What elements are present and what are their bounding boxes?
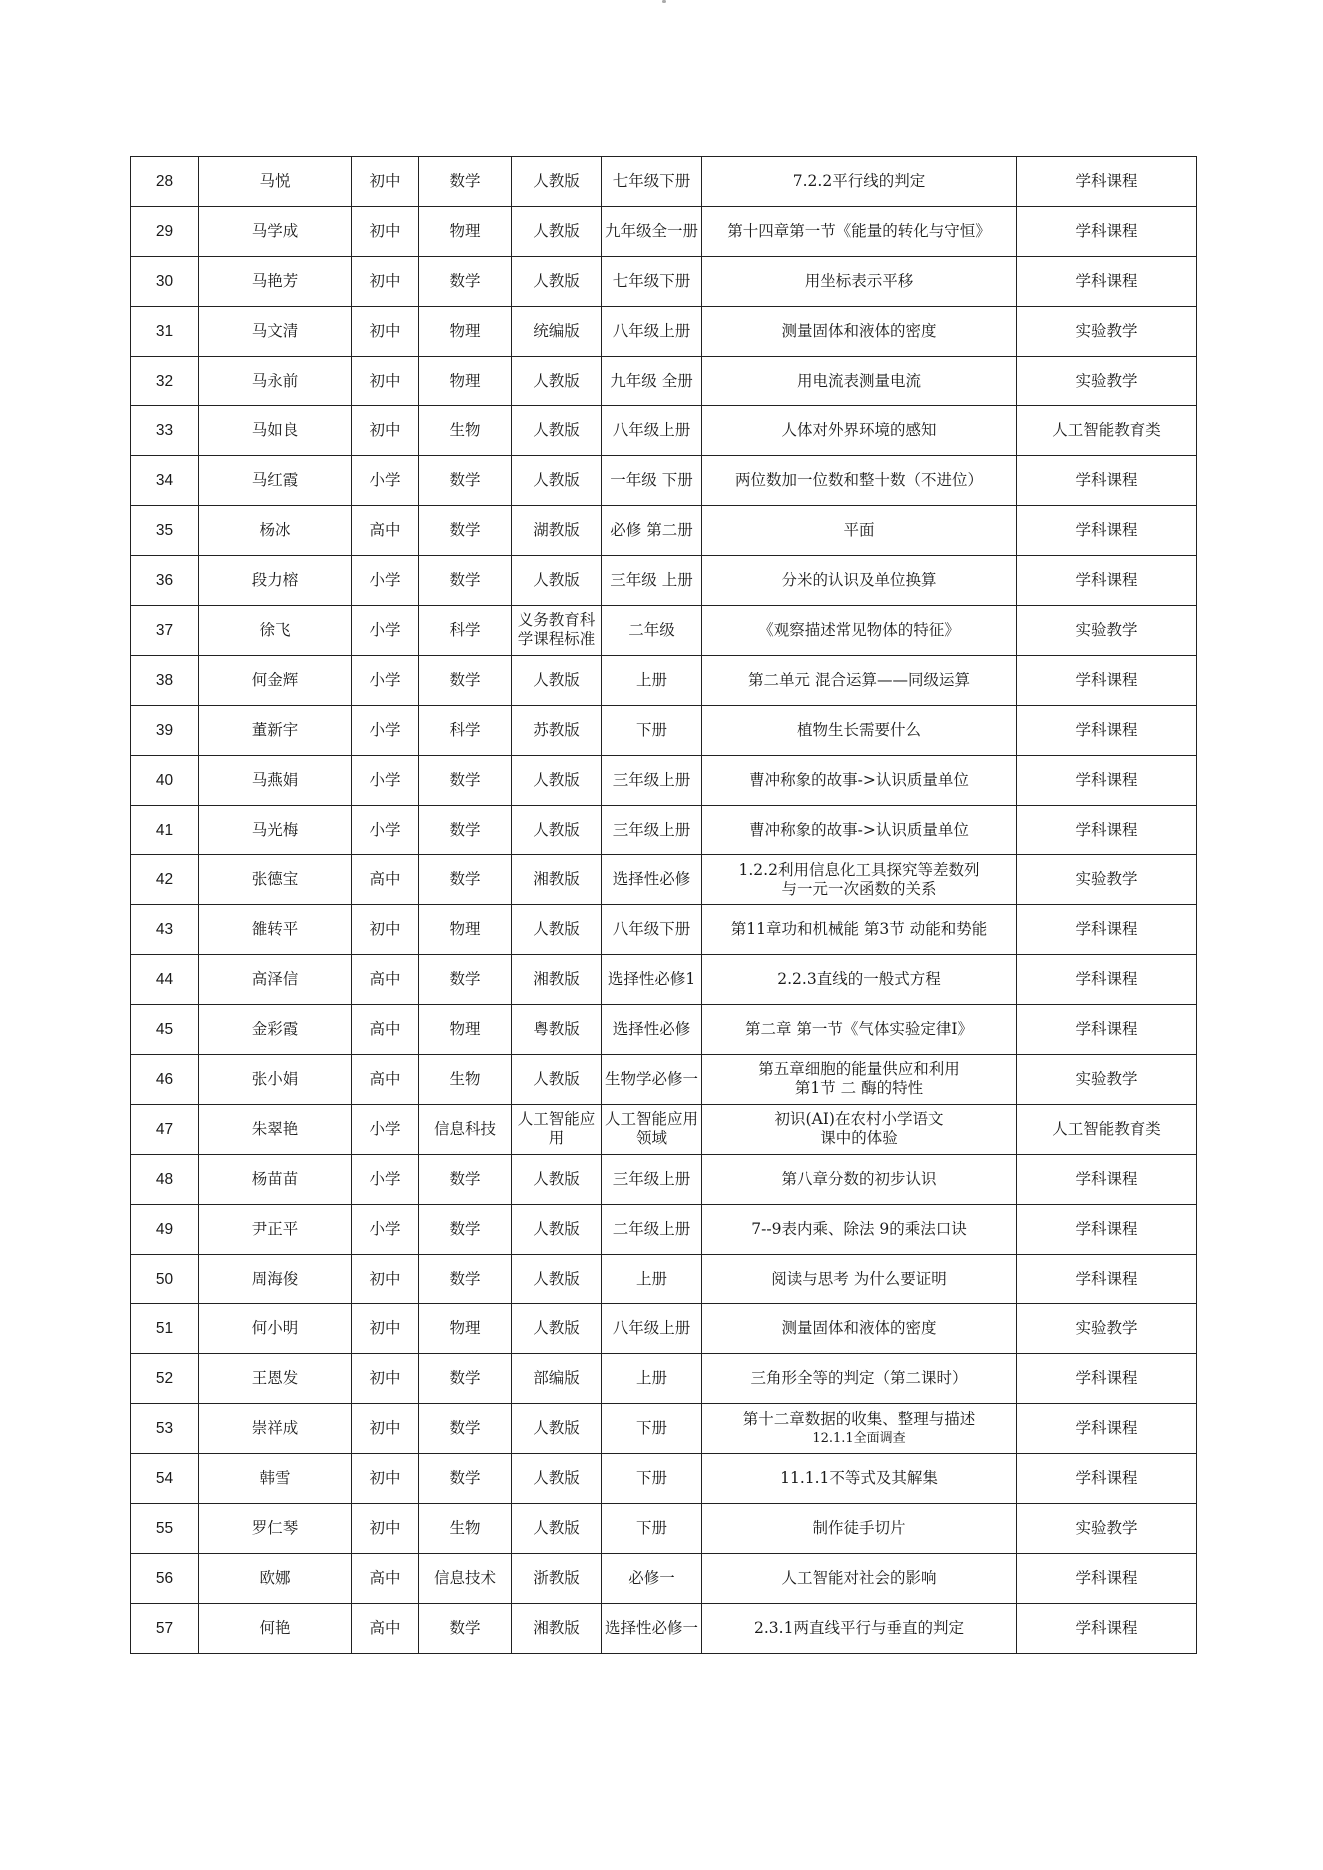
row-number-cell: 28 (131, 157, 199, 207)
textbook-edition-cell: 统编版 (512, 306, 602, 356)
lesson-topic-cell: 测量固体和液体的密度 (702, 1304, 1017, 1354)
textbook-edition-cell: 人教版 (512, 206, 602, 256)
textbook-edition-cell: 人教版 (512, 256, 602, 306)
school-level-cell: 小学 (352, 805, 419, 855)
row-number-cell: 41 (131, 805, 199, 855)
teacher-name-cell: 金彩霞 (199, 1005, 352, 1055)
subject-cell: 物理 (419, 306, 512, 356)
row-number-cell: 30 (131, 256, 199, 306)
lesson-topic-cell: 第八章分数的初步认识 (702, 1154, 1017, 1204)
table-row (131, 1504, 1197, 1554)
lesson-topic-cell: 2.2.3直线的一般式方程 (702, 955, 1017, 1005)
course-category-cell: 实验教学 (1017, 1055, 1197, 1105)
subject-cell: 数学 (419, 655, 512, 705)
course-category-cell: 学科课程 (1017, 1154, 1197, 1204)
table-row (131, 1005, 1197, 1055)
subject-cell: 物理 (419, 356, 512, 406)
subject-cell: 物理 (419, 206, 512, 256)
course-category-cell: 学科课程 (1017, 805, 1197, 855)
lesson-topic-cell: 《观察描述常见物体的特征》 (702, 606, 1017, 656)
course-category-cell: 人工智能教育类 (1017, 1104, 1197, 1154)
row-number-cell: 51 (131, 1304, 199, 1354)
subject-cell: 数学 (419, 1204, 512, 1254)
table-row (131, 855, 1197, 905)
table-row (131, 606, 1197, 656)
lesson-topic-line: 与一元一次函数的关系 (781, 879, 937, 898)
subject-cell: 科学 (419, 606, 512, 656)
school-level-cell: 小学 (352, 755, 419, 805)
scan-speck (662, 0, 666, 3)
teacher-name-cell: 马红霞 (199, 456, 352, 506)
lesson-topic-cell (702, 1404, 1017, 1454)
course-category-cell: 学科课程 (1017, 1404, 1197, 1454)
course-category-cell: 学科课程 (1017, 1454, 1197, 1504)
teacher-name-cell: 何小明 (199, 1304, 352, 1354)
row-number-cell: 38 (131, 655, 199, 705)
course-category-cell: 学科课程 (1017, 1354, 1197, 1404)
teacher-name-cell: 马学成 (199, 206, 352, 256)
lesson-topic-cell: 平面 (702, 506, 1017, 556)
teacher-name-cell: 徐飞 (199, 606, 352, 656)
row-number-cell: 46 (131, 1055, 199, 1105)
textbook-volume-cell: 选择性必修一 (602, 1603, 702, 1653)
subject-cell: 信息技术 (419, 1553, 512, 1603)
textbook-volume-cell: 人工智能应用领域 (602, 1104, 702, 1154)
teacher-name-cell: 张小娟 (199, 1055, 352, 1105)
textbook-volume-cell: 必修一 (602, 1553, 702, 1603)
textbook-volume-cell: 七年级下册 (602, 256, 702, 306)
table-row (131, 356, 1197, 406)
textbook-volume-cell: 一年级 下册 (602, 456, 702, 506)
teacher-name-cell: 马光梅 (199, 805, 352, 855)
textbook-volume-cell: 下册 (602, 1404, 702, 1454)
subject-cell: 数学 (419, 955, 512, 1005)
textbook-edition-cell: 人教版 (512, 905, 602, 955)
teacher-name-cell: 张德宝 (199, 855, 352, 905)
row-number-cell: 56 (131, 1553, 199, 1603)
school-level-cell: 初中 (352, 1504, 419, 1554)
textbook-volume-cell: 三年级上册 (602, 1154, 702, 1204)
textbook-edition-cell: 人教版 (512, 1055, 602, 1105)
school-level-cell: 初中 (352, 1404, 419, 1454)
row-number-cell: 32 (131, 356, 199, 406)
lesson-topic-cell: 7--9表内乘、除法 9的乘法口诀 (702, 1204, 1017, 1254)
teacher-name-cell: 董新宇 (199, 705, 352, 755)
table-row (131, 556, 1197, 606)
teacher-name-cell: 高泽信 (199, 955, 352, 1005)
textbook-edition-cell: 湖教版 (512, 506, 602, 556)
school-level-cell: 初中 (352, 1354, 419, 1404)
row-number-cell: 37 (131, 606, 199, 656)
subject-cell: 物理 (419, 905, 512, 955)
textbook-volume-cell: 八年级下册 (602, 905, 702, 955)
table-row (131, 1204, 1197, 1254)
subject-cell: 数学 (419, 1603, 512, 1653)
school-level-cell: 高中 (352, 506, 419, 556)
textbook-volume-cell: 下册 (602, 705, 702, 755)
school-level-cell: 初中 (352, 1304, 419, 1354)
table-row (131, 1603, 1197, 1653)
subject-cell: 信息科技 (419, 1104, 512, 1154)
subject-cell: 生物 (419, 406, 512, 456)
teacher-name-cell: 崇祥成 (199, 1404, 352, 1454)
subject-cell: 数学 (419, 256, 512, 306)
teacher-name-cell: 欧娜 (199, 1553, 352, 1603)
textbook-edition-cell: 人教版 (512, 406, 602, 456)
school-level-cell: 小学 (352, 705, 419, 755)
table-row (131, 506, 1197, 556)
row-number-cell: 39 (131, 705, 199, 755)
subject-cell: 数学 (419, 855, 512, 905)
table-row (131, 306, 1197, 356)
textbook-edition-cell: 义务教育科学课程标准 (512, 606, 602, 656)
table-row (131, 406, 1197, 456)
lesson-topic-cell: 两位数加一位数和整十数（不进位） (702, 456, 1017, 506)
lesson-topic-cell: 曹冲称象的故事->认识质量单位 (702, 755, 1017, 805)
textbook-volume-cell: 三年级 上册 (602, 556, 702, 606)
teacher-name-cell: 马永前 (199, 356, 352, 406)
textbook-edition-cell: 粤教版 (512, 1005, 602, 1055)
school-level-cell: 初中 (352, 206, 419, 256)
school-level-cell: 初中 (352, 905, 419, 955)
lesson-topic-cell: 用电流表测量电流 (702, 356, 1017, 406)
course-category-cell: 学科课程 (1017, 556, 1197, 606)
teacher-name-cell: 马如良 (199, 406, 352, 456)
subject-cell: 数学 (419, 1354, 512, 1404)
lesson-topic-line: 第十二章数据的收集、整理与描述 (742, 1409, 976, 1428)
lesson-topic-cell: 植物生长需要什么 (702, 705, 1017, 755)
subject-cell: 数学 (419, 456, 512, 506)
table-row (131, 1404, 1197, 1454)
textbook-edition-cell: 人工智能应用 (512, 1104, 602, 1154)
row-number-cell: 57 (131, 1603, 199, 1653)
lesson-topic-cell: 分米的认识及单位换算 (702, 556, 1017, 606)
row-number-cell: 47 (131, 1104, 199, 1154)
subject-cell: 生物 (419, 1055, 512, 1105)
school-level-cell: 小学 (352, 456, 419, 506)
school-level-cell: 高中 (352, 855, 419, 905)
lesson-topic-cell (702, 1104, 1017, 1154)
row-number-cell: 42 (131, 855, 199, 905)
teacher-name-cell: 罗仁琴 (199, 1504, 352, 1554)
textbook-edition-cell: 人教版 (512, 1254, 602, 1304)
textbook-edition-cell: 人教版 (512, 1304, 602, 1354)
row-number-cell: 43 (131, 905, 199, 955)
table-row (131, 1104, 1197, 1154)
lesson-topic-cell: 阅读与思考 为什么要证明 (702, 1254, 1017, 1304)
course-category-cell: 学科课程 (1017, 1254, 1197, 1304)
textbook-edition-cell: 人教版 (512, 655, 602, 705)
subject-cell: 物理 (419, 1304, 512, 1354)
textbook-volume-cell: 选择性必修1 (602, 955, 702, 1005)
table-row (131, 256, 1197, 306)
row-number-cell: 49 (131, 1204, 199, 1254)
textbook-edition-cell: 人教版 (512, 556, 602, 606)
textbook-edition-cell: 人教版 (512, 805, 602, 855)
textbook-volume-cell: 必修 第二册 (602, 506, 702, 556)
teacher-name-cell: 韩雪 (199, 1454, 352, 1504)
teacher-name-cell: 马燕娟 (199, 755, 352, 805)
school-level-cell: 初中 (352, 356, 419, 406)
roster-sheet (130, 156, 1196, 1654)
teacher-name-cell: 杨苗苗 (199, 1154, 352, 1204)
lesson-topic-cell: 第十四章第一节《能量的转化与守恒》 (702, 206, 1017, 256)
textbook-edition-cell: 人教版 (512, 755, 602, 805)
lesson-topic-cell: 第11章功和机械能 第3节 动能和势能 (702, 905, 1017, 955)
school-level-cell: 高中 (352, 955, 419, 1005)
textbook-edition-cell: 人教版 (512, 356, 602, 406)
textbook-volume-cell: 选择性必修 (602, 855, 702, 905)
school-level-cell: 初中 (352, 1454, 419, 1504)
lesson-topic-cell: 制作徒手切片 (702, 1504, 1017, 1554)
textbook-volume-cell: 七年级下册 (602, 157, 702, 207)
table-row (131, 1454, 1197, 1504)
textbook-edition-cell: 苏教版 (512, 705, 602, 755)
row-number-cell: 36 (131, 556, 199, 606)
textbook-volume-cell: 八年级上册 (602, 306, 702, 356)
table-row (131, 805, 1197, 855)
subject-cell: 数学 (419, 1454, 512, 1504)
table-row (131, 157, 1197, 207)
subject-cell: 物理 (419, 1005, 512, 1055)
subject-cell: 生物 (419, 1504, 512, 1554)
textbook-volume-cell: 下册 (602, 1454, 702, 1504)
row-number-cell: 54 (131, 1454, 199, 1504)
table-row (131, 1055, 1197, 1105)
school-level-cell: 高中 (352, 1603, 419, 1653)
row-number-cell: 29 (131, 206, 199, 256)
row-number-cell: 44 (131, 955, 199, 1005)
course-category-cell: 学科课程 (1017, 905, 1197, 955)
row-number-cell: 40 (131, 755, 199, 805)
subject-cell: 数学 (419, 556, 512, 606)
school-level-cell: 初中 (352, 306, 419, 356)
lesson-topic-cell: 用坐标表示平移 (702, 256, 1017, 306)
teacher-name-cell: 马文清 (199, 306, 352, 356)
subject-cell: 数学 (419, 157, 512, 207)
textbook-edition-cell: 人教版 (512, 1204, 602, 1254)
lesson-topic-cell: 曹冲称象的故事->认识质量单位 (702, 805, 1017, 855)
subject-cell: 数学 (419, 1254, 512, 1304)
lesson-topic-cell: 人工智能对社会的影响 (702, 1553, 1017, 1603)
course-category-cell: 学科课程 (1017, 655, 1197, 705)
teacher-name-cell: 杨冰 (199, 506, 352, 556)
school-level-cell: 小学 (352, 655, 419, 705)
school-level-cell: 高中 (352, 1005, 419, 1055)
lesson-topic-line: 1.2.2利用信息化工具探究等差数列 (738, 860, 980, 879)
teacher-name-cell: 何金辉 (199, 655, 352, 705)
textbook-edition-cell: 浙教版 (512, 1553, 602, 1603)
table-row (131, 1354, 1197, 1404)
school-level-cell: 初中 (352, 1254, 419, 1304)
textbook-edition-cell: 部编版 (512, 1354, 602, 1404)
row-number-cell: 50 (131, 1254, 199, 1304)
lesson-topic-cell: 第二单元 混合运算——同级运算 (702, 655, 1017, 705)
table-row (131, 955, 1197, 1005)
textbook-edition-cell: 人教版 (512, 456, 602, 506)
table-row (131, 755, 1197, 805)
course-category-cell: 学科课程 (1017, 755, 1197, 805)
course-category-cell: 学科课程 (1017, 256, 1197, 306)
school-level-cell: 初中 (352, 157, 419, 207)
row-number-cell: 33 (131, 406, 199, 456)
row-number-cell: 52 (131, 1354, 199, 1404)
course-category-cell: 学科课程 (1017, 1553, 1197, 1603)
textbook-edition-cell: 人教版 (512, 1154, 602, 1204)
course-category-cell: 实验教学 (1017, 306, 1197, 356)
table-row (131, 905, 1197, 955)
lesson-topic-cell (702, 1055, 1017, 1105)
lesson-topic-cell: 测量固体和液体的密度 (702, 306, 1017, 356)
row-number-cell: 35 (131, 506, 199, 556)
table-row (131, 206, 1197, 256)
table-row (131, 456, 1197, 506)
lesson-topic-cell: 7.2.2平行线的判定 (702, 157, 1017, 207)
row-number-cell: 45 (131, 1005, 199, 1055)
textbook-volume-cell: 下册 (602, 1504, 702, 1554)
course-category-cell: 实验教学 (1017, 855, 1197, 905)
school-level-cell: 高中 (352, 1055, 419, 1105)
row-number-cell: 31 (131, 306, 199, 356)
course-category-cell: 学科课程 (1017, 705, 1197, 755)
textbook-volume-cell: 上册 (602, 1254, 702, 1304)
subject-cell: 数学 (419, 506, 512, 556)
teacher-name-cell: 马悦 (199, 157, 352, 207)
teacher-name-cell: 马艳芳 (199, 256, 352, 306)
course-category-cell: 学科课程 (1017, 1005, 1197, 1055)
course-category-cell: 学科课程 (1017, 1204, 1197, 1254)
textbook-volume-cell: 二年级 (602, 606, 702, 656)
course-category-cell: 学科课程 (1017, 157, 1197, 207)
school-level-cell: 小学 (352, 1104, 419, 1154)
school-level-cell: 小学 (352, 556, 419, 606)
textbook-volume-cell: 二年级上册 (602, 1204, 702, 1254)
textbook-volume-cell: 生物学必修一 (602, 1055, 702, 1105)
teacher-name-cell: 尹正平 (199, 1204, 352, 1254)
textbook-edition-cell: 人教版 (512, 1454, 602, 1504)
table-row (131, 1254, 1197, 1304)
subject-cell: 数学 (419, 755, 512, 805)
textbook-edition-cell: 人教版 (512, 1404, 602, 1454)
course-category-cell: 实验教学 (1017, 1504, 1197, 1554)
teacher-name-cell: 何艳 (199, 1603, 352, 1653)
textbook-volume-cell: 九年级全一册 (602, 206, 702, 256)
textbook-volume-cell: 八年级上册 (602, 1304, 702, 1354)
table-row (131, 705, 1197, 755)
lesson-roster-table (130, 156, 1197, 1654)
lesson-topic-line: 课中的体验 (820, 1129, 898, 1148)
row-number-cell: 53 (131, 1404, 199, 1454)
textbook-edition-cell: 湘教版 (512, 955, 602, 1005)
course-category-cell: 学科课程 (1017, 1603, 1197, 1653)
table-row (131, 1154, 1197, 1204)
textbook-volume-cell: 三年级上册 (602, 805, 702, 855)
teacher-name-cell: 朱翠艳 (199, 1104, 352, 1154)
school-level-cell: 小学 (352, 1204, 419, 1254)
lesson-topic-cell: 11.1.1不等式及其解集 (702, 1454, 1017, 1504)
lesson-topic-cell: 三角形全等的判定（第二课时） (702, 1354, 1017, 1404)
textbook-edition-cell: 湘教版 (512, 855, 602, 905)
teacher-name-cell: 段力榕 (199, 556, 352, 606)
textbook-volume-cell: 八年级上册 (602, 406, 702, 456)
school-level-cell: 小学 (352, 1154, 419, 1204)
subject-cell: 数学 (419, 805, 512, 855)
teacher-name-cell: 周海俊 (199, 1254, 352, 1304)
textbook-edition-cell: 湘教版 (512, 1603, 602, 1653)
textbook-volume-cell: 选择性必修 (602, 1005, 702, 1055)
teacher-name-cell: 王恩发 (199, 1354, 352, 1404)
course-category-cell: 学科课程 (1017, 506, 1197, 556)
textbook-edition-cell: 人教版 (512, 1504, 602, 1554)
textbook-edition-cell: 人教版 (512, 157, 602, 207)
lesson-topic-cell: 人体对外界环境的感知 (702, 406, 1017, 456)
row-number-cell: 48 (131, 1154, 199, 1204)
lesson-topic-line: 第1节 二 酶的特性 (794, 1079, 924, 1098)
table-row (131, 655, 1197, 705)
subject-cell: 科学 (419, 705, 512, 755)
subject-cell: 数学 (419, 1404, 512, 1454)
lesson-topic-cell: 第二章 第一节《气体实验定律Ⅰ》 (702, 1005, 1017, 1055)
school-level-cell: 小学 (352, 606, 419, 656)
course-category-cell: 学科课程 (1017, 206, 1197, 256)
roster-body (131, 157, 1197, 1654)
course-category-cell: 学科课程 (1017, 955, 1197, 1005)
school-level-cell: 高中 (352, 1553, 419, 1603)
course-category-cell: 人工智能教育类 (1017, 406, 1197, 456)
lesson-topic-cell: 2.3.1两直线平行与垂直的判定 (702, 1603, 1017, 1653)
textbook-volume-cell: 上册 (602, 1354, 702, 1404)
lesson-topic-line: 12.1.1全面调查 (812, 1430, 906, 1446)
course-category-cell: 实验教学 (1017, 606, 1197, 656)
textbook-volume-cell: 三年级上册 (602, 755, 702, 805)
school-level-cell: 初中 (352, 406, 419, 456)
course-category-cell: 实验教学 (1017, 1304, 1197, 1354)
lesson-topic-cell (702, 855, 1017, 905)
course-category-cell: 学科课程 (1017, 456, 1197, 506)
lesson-topic-line: 初识(AI)在农村小学语文 (774, 1110, 944, 1129)
textbook-volume-cell: 上册 (602, 655, 702, 705)
course-category-cell: 实验教学 (1017, 356, 1197, 406)
subject-cell: 数学 (419, 1154, 512, 1204)
table-row (131, 1304, 1197, 1354)
row-number-cell: 55 (131, 1504, 199, 1554)
textbook-volume-cell: 九年级 全册 (602, 356, 702, 406)
school-level-cell: 初中 (352, 256, 419, 306)
table-row (131, 1553, 1197, 1603)
lesson-topic-line: 第五章细胞的能量供应和利用 (758, 1060, 960, 1079)
row-number-cell: 34 (131, 456, 199, 506)
teacher-name-cell: 雒转平 (199, 905, 352, 955)
